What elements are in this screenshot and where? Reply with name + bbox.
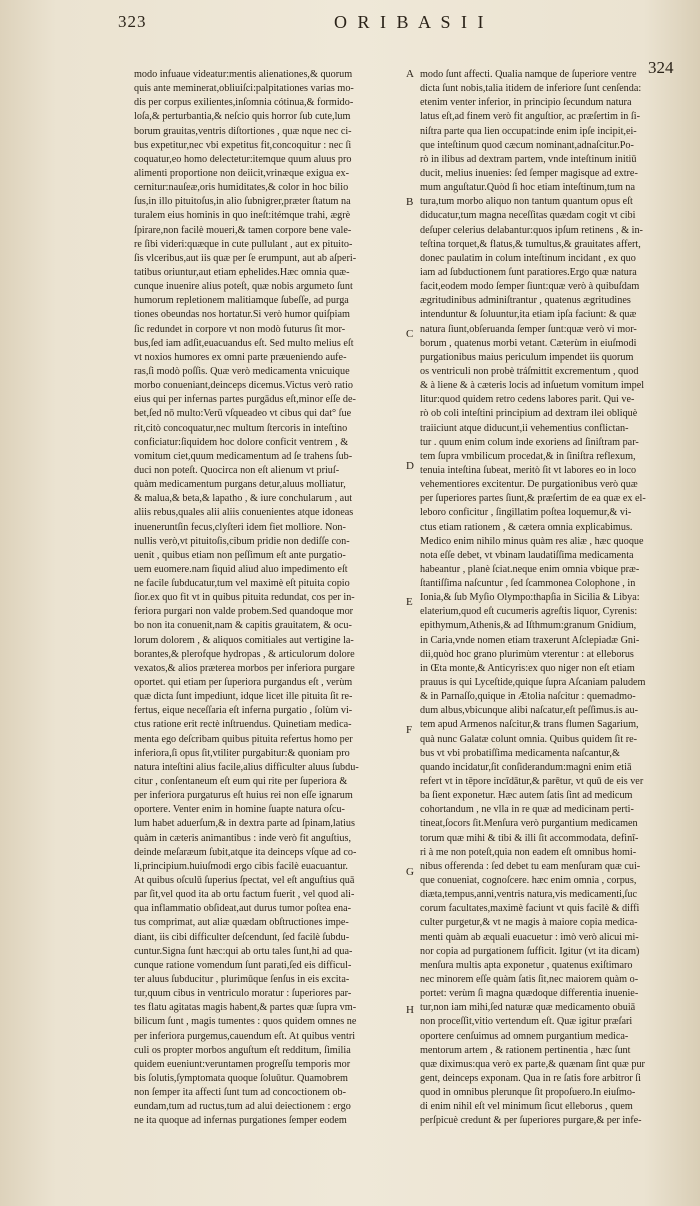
text-line: eius qui per infernas partes purgādus eſt,minor eſſe de-: [134, 394, 356, 406]
text-line: ctus ratione erit rectè inſtruendus. Quinetiam medica-: [134, 719, 352, 731]
text-line: non ſemper ita affecti ſunt tum ad concoctionem ob-: [134, 1087, 346, 1099]
text-line: os ventriculi non probè tráſmittit excrementum , quod: [420, 365, 639, 377]
text-line: torum quæ mihi & tibi & illi ſit accommodata, definī-: [420, 832, 639, 844]
text-line: borum grauitas,ventris diſtortiones , quæ nque nec ci-: [134, 125, 352, 137]
text-line: diæta,tempus,anni,ventris natura,vis medicamenti,ſuc: [420, 889, 637, 901]
text-line: citur , conſentaneum eſt eum qui rite per ſuperiora &: [134, 776, 348, 788]
text-line: qua inflammatio obſideat,aut durus tumor poſtea ena-: [134, 903, 351, 915]
text-line: ter aluus ſubducitur , plurimūque ſenſus in eis excita-: [134, 974, 350, 985]
margin-marker: B: [406, 196, 414, 208]
text-line: refert vt in tēpore incīdātur,& parētur, vt quū de eis ver: [420, 776, 644, 788]
text-line: que conueniat, cognoſcere. hæc enim omnia , corpus,: [420, 875, 637, 887]
text-line: & à liene & à cæteris locis ad inſuetum vomitum impel: [420, 380, 645, 392]
text-line: nec minorem eſſe quàm ſatis ſit,nec maiorem quàm o-: [420, 974, 639, 985]
text-line: quando incidatur,ſit conſiderandum:magni enim etiā: [420, 761, 632, 773]
text-line: etenim venter inferior, in principio ſecundum natura: [420, 97, 632, 109]
text-line: bus,ſed iam adſit,euacuandus eſt. Sed multo melius eſt: [134, 337, 354, 349]
text-line: borum , quatenus morbi vetant. Cæterùm in eiuſmodi: [420, 337, 637, 349]
text-line: ne ita quoque ad infernas purgationes ſemper eodem: [134, 1115, 347, 1127]
text-line: quàm medicamentum purgans detur,aluus molliatur,: [134, 479, 346, 491]
text-line: loſa,& perturbantia,& neſcio quis horror ſub cute,lum: [134, 111, 351, 123]
text-line: quod in omnibus plerunque ſit propoſuero.In eiuſmo-: [420, 1087, 636, 1099]
text-line: dii,quòd hoc grano plurimùm vterentur : at elleborus: [420, 648, 634, 660]
text-line: oportet. qui etiam per ſuperiora purgandus eſt , verùm: [134, 677, 353, 689]
text-line: que inteſtinum quod cæcum nominant,adnaſcitur.Po-: [420, 139, 634, 151]
left-text-column: [134, 68, 414, 1129]
text-line: diant, iis cibi difficulter deſcendunt, ſed facilè ſubdu-: [134, 931, 350, 943]
text-line: in Caria,vnde nomen etiam traxerunt Aſclepiadæ Gni-: [420, 634, 640, 646]
text-line: ducit, melius inuenies: ſed ſemper magisque ad extre-: [420, 167, 638, 179]
text-line: re ſibi videri:quæque in cute pullulant , aut ex pituito-: [134, 238, 353, 250]
text-line: modo infuaue videatur:mentis alienationes,& quorum: [134, 69, 353, 80]
text-line: deinde meſaræum ſubit,atque ita deinceps vſque ad co-: [134, 846, 357, 858]
text-line: quis ante meminerat,obliuiſci:palpitationes varias mo-: [134, 83, 354, 95]
text-line: humorum repletionem malitiamque ſubeſſe, ad purga: [134, 295, 349, 307]
text-line: litur:quod quidem retro cedens labores parit. Qui ve-: [420, 394, 635, 406]
text-line: rò in ilibus ad dextram partem, vnde inteſtinum initiū: [420, 153, 637, 165]
text-line: per inferiora purgemus,cauendum eſt. At quibus ventri: [134, 1030, 356, 1042]
text-line: tineat,ſocors ſit.Menſura verò purgantium medicamen: [420, 818, 638, 830]
text-line: deſuper celerius delabantur:quos ipſum retinens , & in-: [420, 224, 643, 236]
left-page-number: 323: [118, 12, 147, 31]
text-line: bus vt vbi probatiſſima medicamenta naſcantur,&: [420, 747, 620, 759]
text-line: teſtina torquet,& flatus,& tumultus,& grauitates affert,: [420, 238, 641, 250]
text-line: ctus etiam rationem , & cætera omnia explicabimus.: [420, 521, 633, 533]
text-line: tiones obeundas nos hortatur.Si verò humor quiſpiam: [134, 309, 350, 321]
text-line: tur,quum cibus in ventriculo moratur : ſuperiores par-: [134, 988, 352, 1000]
text-line: tenuia inteſtina ſubeat, meritò ſit vt labores eo in loco: [420, 464, 637, 476]
text-line: vehementiores excitentur. De purgationibus verò quæ: [420, 479, 638, 491]
text-line: natura inteſtini alius facile,alius difficulter aluus ſubdu-: [134, 761, 359, 773]
right-text-column: [420, 68, 682, 1129]
text-line: cernitur:nauſeæ,oris humiditates,& color in hoc bilio: [134, 182, 349, 194]
text-line: rò ob coli inteſtini principium ad dextram ilei obliquè: [420, 408, 638, 420]
text-line: tura,tum morbo aliquo non tantum quantum opus eſt: [420, 196, 633, 208]
text-line: tatibus oriuntur,aut etiam ephelides.Hæc omnia quæ-: [134, 266, 350, 278]
margin-marker: C: [406, 328, 414, 340]
text-line: portet: verùm ſi magna quædoque differentia inuenie-: [420, 988, 639, 1000]
text-line: duci non poteſt. Quocirca non eſt alienum vt priuſ-: [134, 464, 340, 476]
text-line: coquatur,eo homo delectetur:itemque quum aluus pro: [134, 153, 352, 165]
text-line: ri à me non poteſt,quia non eadem eſt omnibus homi-: [420, 846, 637, 858]
text-line: cunque ratione vomendum ſunt parati,ſed eis difficul-: [134, 959, 352, 971]
text-line: At quibus oſculū ſuperius ſpectat, vel eſt anguſtius quā: [134, 875, 355, 887]
text-line: nullis verò,vt pituitoſis,cibum pridie non dediſſe con-: [134, 535, 350, 547]
text-line: gent, deinceps exponam. Qua in re ſatis fore arbitror ſi: [420, 1072, 641, 1084]
text-line: alimenti proportione non deiicit,vrinæque exigua ex-: [134, 167, 350, 179]
text-line: intenduntur & ſoluuntur,ita etiam ipſa faciunt: & quæ: [420, 309, 637, 321]
text-line: donec paulatim in colum inteſtinum incidant , ex quo: [420, 252, 636, 264]
text-line: menſura multis apta exponetur , quatenus exiſtimaro: [420, 959, 633, 971]
text-line: nota eſſe debet, vt vbinam laudatiſſima medicamenta: [420, 549, 634, 561]
text-line: feriora purgari non valde probem.Sed quandoque mor: [134, 606, 354, 618]
text-line: facit,eodem modo ſemper ſiunt:quæ verò à quibuſdam: [420, 281, 640, 293]
margin-marker: D: [406, 460, 414, 472]
text-line: Medico enim nihilo minus quàm res aliæ , hæc quoque: [420, 535, 644, 547]
text-line: menta ego deſcribam quibus pituita refertus homo per: [134, 733, 353, 745]
text-line: cunque inuenire alius poteſt, quæ nobis argumeto ſunt: [134, 281, 353, 293]
text-line: ras,ſi modò poſſis. Quæ verò medicamenta vnicuique: [134, 365, 350, 377]
text-line: per inferiora purgaturus eſt huius rei non eſſe ignarum: [134, 790, 353, 802]
margin-marker: A: [406, 68, 414, 80]
text-line: latus eſt,ad finem verò fit anguſtior, ac præſertim in ſi-: [420, 111, 640, 123]
text-line: lorum dolorem , & aliquos comitiales aut vertigine la-: [134, 634, 354, 646]
text-line: tus comprimat, aut aliæ quædam obſtructiones impe-: [134, 917, 349, 929]
text-line: bilicum ſunt , magis tumentes : quos quidem omnes ne: [134, 1016, 357, 1028]
text-line: ba ſient exponetur. Hæc autem ſatis ſint ad medicum: [420, 790, 633, 802]
text-line: nibus offerenda : ſed debet tu eam menſuram quæ cui-: [420, 860, 641, 872]
text-line: ſpirare,non facilè moueri,& tamen corpore bene vale-: [134, 224, 352, 236]
text-line: ne facile ſubducatur,tum vel maximè eſt pituita copio: [134, 578, 350, 590]
text-line: ſtantiſſima naſcuntur , ſed ſcammonea Colophone , in: [420, 578, 636, 590]
text-line: vt noxios humores ex omni parte præueniendo aufe-: [134, 351, 347, 363]
text-line: corum facultates,maximè faciunt vt quis facilè & diffi: [420, 903, 640, 915]
text-line: quà nunc Galatæ colunt omnia. Quibus quidem ſit re-: [420, 733, 638, 745]
text-line: quidem eueniunt:veruntamen progreſſu temporis mor: [134, 1058, 351, 1070]
text-line: niſtra parte qua lien occupat:inde enim ipſe incipit,ei-: [420, 125, 637, 137]
text-line: culter purgetur,& vt ne magis à maiore copia medica-: [420, 917, 638, 929]
text-line: leboro conficitur , ſingillatim poſtea loquemur,& vi-: [420, 507, 632, 519]
text-line: perſpicuè credunt & per ſuperiores purgare,& per infe-: [420, 1115, 642, 1127]
text-line: lum habet aduerſum,& in dextra parte ad ſpinam,latius: [134, 818, 355, 830]
text-line: in Œta monte,& Anticyris:ex quo niger non eſt etiam: [420, 662, 635, 674]
text-line: quæ diximus:qua verò ex parte,& quænam ſint quæ pur: [420, 1058, 645, 1070]
text-line: ægritudinibus adminiſtrantur , quatenus ægritudines: [420, 295, 631, 307]
text-line: oportere cenſuimus ad omnem purgantium medica-: [420, 1030, 629, 1042]
margin-marker: F: [406, 724, 413, 736]
text-line: quàm in cæteris animantibus : inde verò fit anguſtius,: [134, 832, 352, 844]
text-line: vomitum ciet,quum medicamentum ad ſe trahens ſub-: [134, 450, 353, 462]
text-line: per ſuperiores partes ſiunt,& præſertim de ea quæ ex el-: [420, 493, 646, 505]
text-line: & malua,& beta,& lapatho , & iure conchularum , aut: [134, 493, 353, 505]
text-line: tem ſupra vmbilicum procedat,& in ſiniſtra reflexum,: [420, 450, 636, 462]
running-title: O R I B A S I I: [334, 12, 487, 32]
margin-marker: G: [406, 866, 414, 878]
margin-marker: E: [406, 596, 413, 608]
text-line: vexatos,& alios præterea morbos per inferiora purgare: [134, 662, 355, 674]
text-line: mum anguſtatur.Quòd ſi hoc etiam inteſtinum,tum na: [420, 182, 636, 194]
text-line: eundam,tum ad ructus,tum ad alui deiectionem : ergo: [134, 1101, 351, 1113]
margin-marker: H: [406, 1004, 414, 1016]
text-line: bis ſolutis,ſymptomata quoque ſoluūtur. Quamobrem: [134, 1072, 348, 1084]
text-line: oportere. Venter enim in homine ſuapte natura oſcu-: [134, 804, 345, 816]
text-line: bus expetitur,nec vbi expetitus fit,concoquitur : nec ſi: [134, 139, 352, 151]
text-line: & in Parnaſſo,quique in Ætolia naſcitur : quemadmo-: [420, 691, 636, 703]
right-page-number: 324: [648, 58, 674, 77]
text-line: iam ad ſubductionem ſunt paratiores.Ergo quæ natura: [420, 266, 637, 278]
text-line: natura ſiunt,obſeruanda ſemper ſunt:quæ verò vi mor-: [420, 323, 637, 335]
text-line: nor copia ad purgationem ſufficit. Igitur (vt ita dicam): [420, 945, 640, 957]
text-line: bet,ſed nō multo:Verū vſqueadeo vt cibus qui dat° ſue: [134, 408, 352, 420]
text-line: menti quàm ab æquali euacuetur : imò verò alicui mi-: [420, 931, 639, 943]
text-line: traiiciunt atque diducunt,ii vehementius conflictan-: [420, 422, 629, 434]
text-line: borantes,& plerofque hydropas , & articulorum dolore: [134, 648, 355, 660]
text-line: bo non ita conuenit,nam & capitis grauitatem, & ocu-: [134, 620, 352, 632]
text-line: purgationibus maius periculum impendet iis quorum: [420, 351, 634, 363]
text-line: cohortandum , ne vlla in re quæ ad medicinam perti-: [420, 804, 634, 816]
text-line: cuntur.Signa ſunt hæc:qui ab ortu tales ſunt,hi ad qua-: [134, 945, 353, 957]
text-line: inferiora,ſi opus ſit,vtiliter purgabitur:& quoniam pro: [134, 747, 350, 759]
text-line: dum albus,vbicunque alibi naſcatur,eſt peſſimus.is au-: [420, 705, 639, 717]
text-line: uenit , quibus etiam non peſſimum eſt ante purgatio-: [134, 549, 346, 561]
text-line: dis per corpus exilientes,inſomnia cótinua,& formido-: [134, 97, 354, 109]
text-line: aliis rebus,quales alii aliis conuenientes atque idoneas: [134, 507, 354, 519]
text-line: tur,non iam mihi,ſed naturæ quæ medicamento obuiā: [420, 1002, 636, 1014]
text-line: elaterium,quod eſt cucumeris agreſtis liquor, Cyrenis:: [420, 606, 638, 618]
text-line: habeantur , planè ſciat.neque enim omnia vbique præ-: [420, 563, 640, 575]
text-line: tur . quum enim colum inde exoriens ad ſiniſtram par-: [420, 436, 639, 448]
text-line: epithymum,Athenis,& ad Iſthmum:granum Gnidium,: [420, 620, 637, 632]
text-line: morbo conueniant,deinceps dicemus.Victus verò ratio: [134, 380, 353, 392]
text-line: fertus, eique neceſſaria eſt inferna purgatio , ſolùm vi-: [134, 705, 353, 717]
text-line: li,principium.huiuſmodi ergo cibis facilè euacuantur.: [134, 860, 348, 872]
text-line: par ſit,vel quod ita ab ortu factum fuerit , vel quod ali-: [134, 889, 355, 901]
text-line: ſior.ex quo fit vt in quibus pituita redundat, cos per in-: [134, 592, 355, 604]
text-line: di enim nihil eſt vel minimum ſicut elleborus , quem: [420, 1101, 633, 1113]
text-line: tem apud Armenos naſcitur,& trans flumen Sagarium,: [420, 719, 639, 731]
text-line: non proceſſit,vitio vertendum eſt. Quæ igitur præſari: [420, 1016, 633, 1028]
text-line: quæ dicta ſunt impediunt, idque licet ille pituita ſit re-: [134, 691, 353, 703]
text-line: diducatur,tum magna neceſſitas quædam cogit vt cibi: [420, 210, 636, 222]
text-line: tes flatu agitatas magis habent,& partes quæ ſupra vm-: [134, 1002, 357, 1014]
text-line: ſus,in illo pituitoſus,in alio ſubnigrer,præter ſtatum na: [134, 196, 351, 208]
text-line: prauus is qui Lyceſtide,quique ſupra Aſcaniam paludem: [420, 677, 646, 689]
text-line: turalem eius hominis in quo ineſt:itémque trahi, ægrè: [134, 210, 351, 222]
text-line: dicta ſunt nobis,talia itidem de inferiore ſunt cenſenda:: [420, 83, 642, 95]
text-line: inueneruntſin fecus,clyſteri idem fiet molliore. Non-: [134, 521, 346, 533]
text-line: uem euomere.nam ſiquid aliud aluo impedimento eſt: [134, 563, 348, 575]
text-line: ſis vlceribus,aut iis quæ per ſe erumpunt, aut ab aſperi-: [134, 252, 357, 264]
text-line: conficiatur:ſiquidem hoc dolore conficit ventrem , &: [134, 436, 349, 448]
text-line: culi os propter morbos anguſtum eſt redditum, ſimilia: [134, 1044, 351, 1056]
text-line: mentorum artem , & rationem pertinentia , hæc ſunt: [420, 1044, 631, 1056]
text-line: modo ſunt affecti. Qualia namque de ſuperiore ventre: [420, 69, 637, 80]
text-line: Ionia,& ſub Myſio Olympo:thapſia in Sicilia & Libya:: [420, 592, 640, 604]
text-line: rit,citò concoquatur,nec multum ſtercoris in inteſtino: [134, 422, 348, 434]
text-line: ſic redundet in corpore vt non modò futurus ſit mor-: [134, 323, 346, 335]
